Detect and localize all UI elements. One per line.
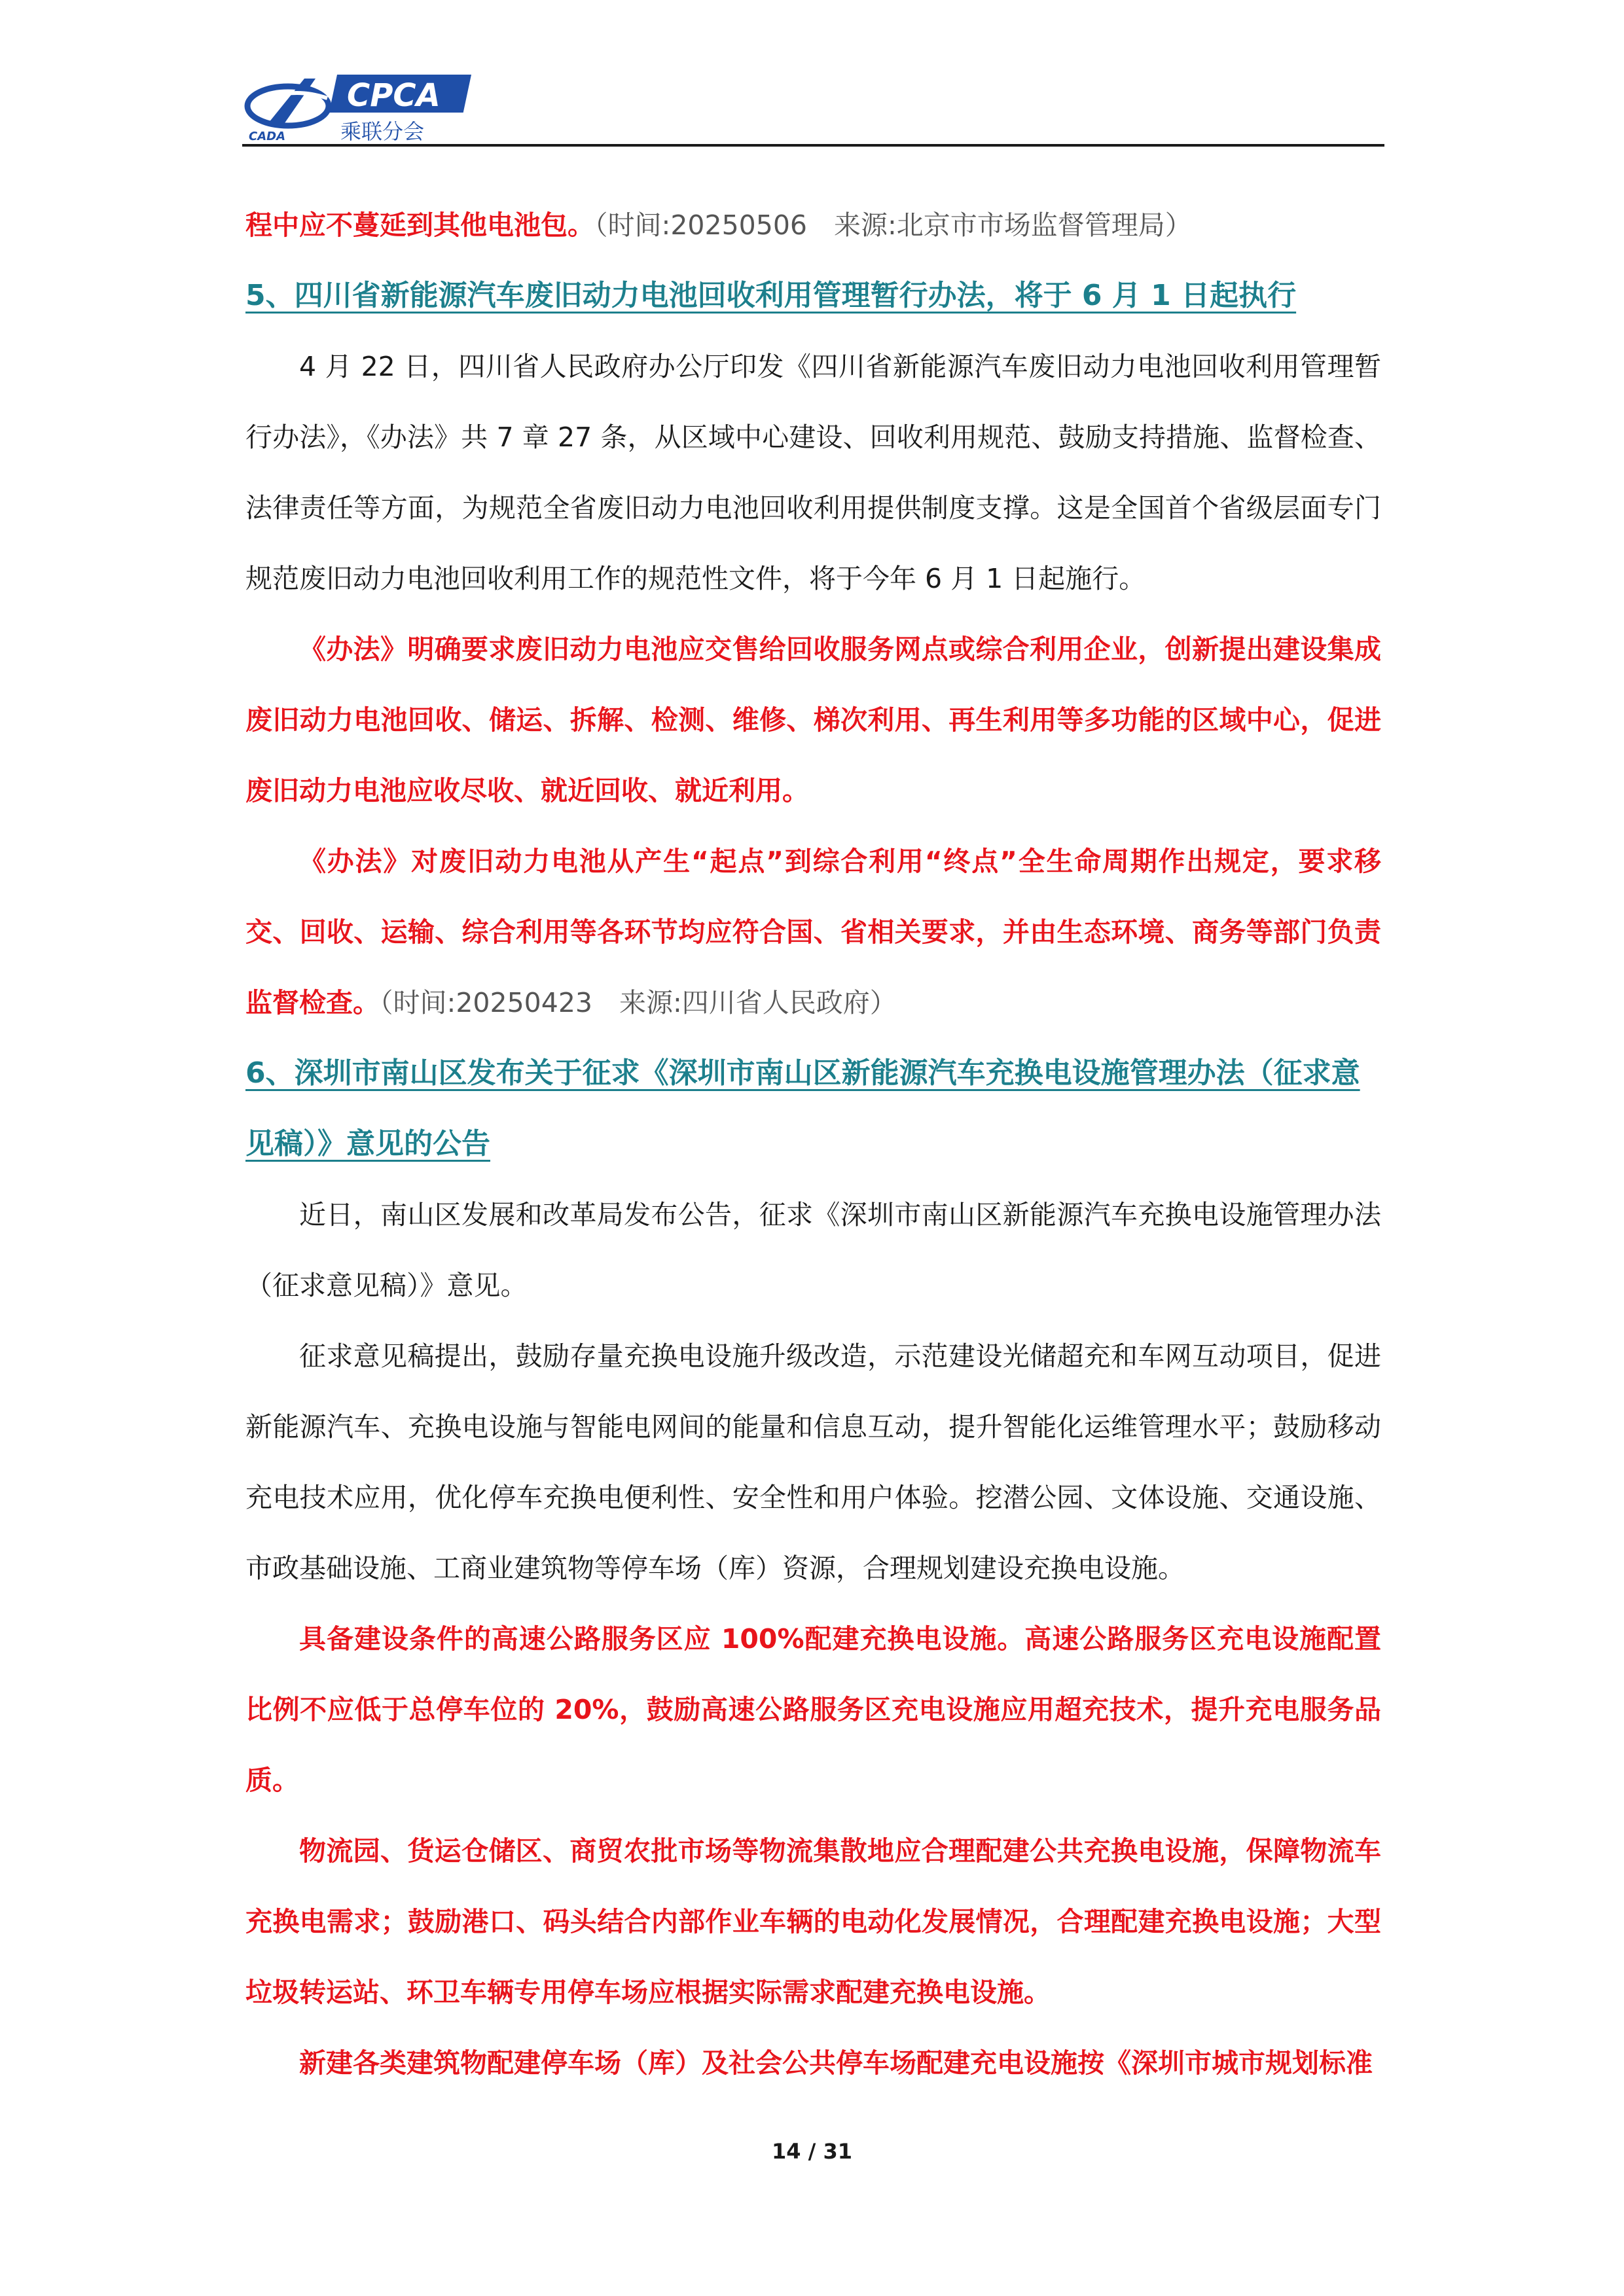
page-number: 14 / 31 bbox=[771, 2139, 853, 2164]
page-header bbox=[242, 65, 1384, 147]
paragraph: 征求意见稿提出，鼓励存量充换电设施升级改造，示范建设光储超充和车网互动项目，促进新能源汽车、充换电设施与智能电网间的能量和信息互动，提升智能化运维管理水平；鼓励移动充电技术应用，优化停车充换电便利性、安全性和用户体验。挖潜公园、文体设施、交通设施、市政基础设施、工商业建筑物等停车场（库）资源，合理规划建设充换电设施。 bbox=[245, 1340, 1381, 1584]
header-divider bbox=[242, 144, 1384, 147]
paragraph-emphasis: 具备建设条件的高速公路服务区应 100%配建充换电设施。高速公路服务区充电设施配置比例不应低于总停车位的 20%，鼓励高速公路服务区充电设施应用超充技术，提升充电服务品质。 bbox=[245, 1623, 1381, 1796]
paragraph-emphasis: 新建各类建筑物配建停车场（库）及社会公共停车场配建充电设施按《深圳市城市规划标准 bbox=[299, 2047, 1373, 2079]
cpca-logo bbox=[242, 65, 478, 144]
paragraph-emphasis: 《办法》对废旧动力电池从产生“起点”到综合利用“终点”全生命周期作出规定，要求移交、回收、运输、综合利用等各环节均应符合国、省相关要求，并由生态环境、商务等部门负责监督检查。（时间:20250423 来源:四川省人民政府） bbox=[245, 846, 1382, 1018]
section-heading-6: 6、深圳市南山区发布关于征求《深圳市南山区新能源汽车充换电设施管理办法（征求意见稿）》意见的公告 bbox=[245, 1056, 1360, 1160]
svg-text:CPCA: CPCA bbox=[347, 77, 441, 114]
document-body bbox=[245, 190, 1381, 2098]
paragraph-continuation: 程中应不蔓延到其他电池包。（时间:20250506 来源:北京市市场监督管理局） bbox=[245, 209, 1192, 241]
paragraph-emphasis: 《办法》明确要求废旧动力电池应交售给回收服务网点或综合利用企业，创新提出建设集成废旧动力电池回收、储运、拆解、检测、维修、梯次利用、再生利用等多功能的区域中心，促进废旧动力电池应收尽收、就近回收、就近利用。 bbox=[245, 634, 1381, 806]
paragraph-emphasis: 物流园、货运仓储区、商贸农批市场等物流集散地应合理配建公共充换电设施，保障物流车充换电需求；鼓励港口、码头结合内部作业车辆的电动化发展情况，合理配建充换电设施；大型垃圾转运站、环卫车辆专用停车场应根据实际需求配建充换电设施。 bbox=[245, 1835, 1381, 2008]
paragraph: 4 月 22 日，四川省人民政府办公厅印发《四川省新能源汽车废旧动力电池回收利用管理暂行办法》，《办法》共 7 章 27 条，从区域中心建设、回收利用规范、鼓励支持措施、监督检查、法律责任等方面，为规范全省废旧动力电池回收利用提供制度支撑。这是全国首个省级层面专门规范废旧动力电池回收利用工作的规范性文件，将于今年 6 月 1 日起施行。 bbox=[245, 351, 1381, 594]
svg-text:乘联分会: 乘联分会 bbox=[340, 119, 425, 144]
source-note: （时间:20250506 来源:北京市市场监督管理局） bbox=[594, 209, 1192, 241]
paragraph: 近日，南山区发展和改革局发布公告，征求《深圳市南山区新能源汽车充换电设施管理办法（征求意见稿）》意见。 bbox=[245, 1199, 1381, 1301]
source-note: （时间:20250423 来源:四川省人民政府） bbox=[380, 987, 897, 1018]
svg-text:CADA: CADA bbox=[249, 130, 286, 143]
section-heading-5: 5、四川省新能源汽车废旧动力电池回收利用管理暂行办法，将于 6 月 1 日起执行 bbox=[245, 279, 1297, 312]
